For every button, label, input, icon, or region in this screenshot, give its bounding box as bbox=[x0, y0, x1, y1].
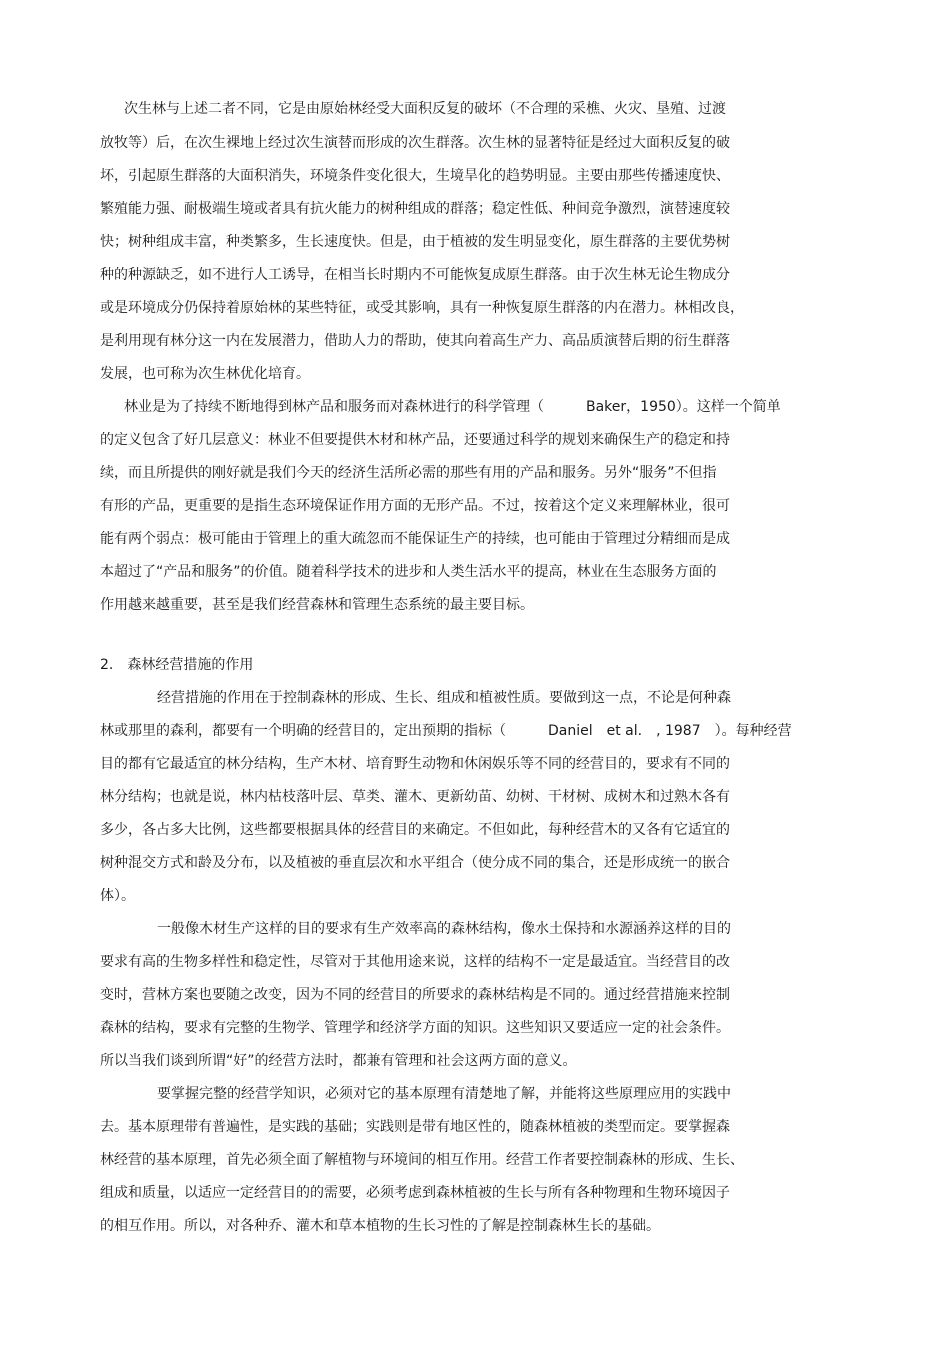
paragraph-1-line-6: 种的种源缺乏，如不进行人工诱导，在相当长时期内不可能恢复成原生群落。由于次生林无论生物成分 bbox=[100, 267, 730, 283]
paragraph-3-line-7: 体）。 bbox=[100, 888, 135, 904]
section-heading: 2. 森林经营措施的作用 bbox=[100, 657, 254, 673]
paragraph-4-line-2: 要求有高的生物多样性和稳定性，尽管对于其他用途来说，这样的结构不一定是最适宜。当经营目的改 bbox=[100, 954, 730, 970]
paragraph-2-line-3: 续，而且所提供的刚好就是我们今天的经济生活所必需的那些有用的产品和服务。另外“服务”不但指 bbox=[100, 465, 717, 481]
paragraph-1-line-5: 快；树种组成丰富，种类繁多，生长速度快。但是，由于植被的发生明显变化，原生群落的主要优势树 bbox=[100, 234, 730, 250]
paragraph-1-line-9: 发展，也可称为次生林优化培育。 bbox=[100, 366, 310, 382]
paragraph-1-line-4: 繁殖能力强、耐极端生境或者具有抗火能力的树种组成的群落；稳定性低、种间竞争激烈，演替速度较 bbox=[100, 201, 730, 217]
paragraph-2-line-7: 作用越来越重要，甚至是我们经营森林和管理生态系统的最主要目标。 bbox=[100, 597, 534, 613]
paragraph-3-line-2: 林或那里的森利，都要有一个明确的经营目的，定出预期的指标（ Daniel et al. , 1987 ）。每种经营 bbox=[100, 723, 792, 739]
paragraph-2-line-6: 本超过了“产品和服务”的价值。随着科学技术的进步和人类生活水平的提高，林业在生态服务方面的 bbox=[100, 564, 717, 580]
paragraph-4-line-1: 一般像木材生产这样的目的要求有生产效率高的森林结构，像水土保持和水源涵养这样的目的 bbox=[157, 921, 731, 937]
paragraph-3-line-5: 多少，各占多大比例，这些都要根据具体的经营目的来确定。不但如此，每种经营木的又各有它适宜的 bbox=[100, 822, 730, 838]
paragraph-2-line-2: 的定义包含了好几层意义：林业不但要提供木材和林产品，还要通过科学的规划来确保生产的稳定和持 bbox=[100, 432, 730, 448]
paragraph-2-line-4: 有形的产品，更重要的是指生态环境保证作用方面的无形产品。不过，按着这个定义来理解林业，很可 bbox=[100, 498, 730, 514]
paragraph-3-line-4: 林分结构；也就是说，林内枯枝落叶层、草类、灌木、更新幼苗、幼树、干材树、成树木和过熟木各有 bbox=[100, 789, 730, 805]
paragraph-3-line-3: 目的都有它最适宜的林分结构，生产木材、培育野生动物和休闲娱乐等不同的经营目的，要求有不同的 bbox=[100, 756, 730, 772]
paragraph-4-line-4: 森林的结构，要求有完整的生物学、管理学和经济学方面的知识。这些知识又要适应一定的社会条件。 bbox=[100, 1020, 730, 1036]
paragraph-5-line-1: 要掌握完整的经营学知识，必须对它的基本原理有清楚地了解，并能将这些原理应用的实践中 bbox=[157, 1086, 731, 1102]
paragraph-1-line-7: 或是环境成分仍保持着原始林的某些特征，或受其影响，具有一种恢复原生群落的内在潜力。林相改良， bbox=[100, 300, 744, 316]
paragraph-4-line-5: 所以当我们谈到所谓“好”的经营方法时，都兼有管理和社会这两方面的意义。 bbox=[100, 1053, 577, 1069]
paragraph-3-line-1: 经营措施的作用在于控制森林的形成、生长、组成和植被性质。要做到这一点，不论是何种森 bbox=[157, 690, 731, 706]
paragraph-1-line-1: 次生林与上述二者不同，它是由原始林经受大面积反复的破坏（不合理的采樵、火灾、垦殖、过渡 bbox=[124, 101, 726, 117]
paragraph-1-line-3: 坏，引起原生群落的大面积消失，环境条件变化很大，生境旱化的趋势明显。主要由那些传播速度快、 bbox=[100, 168, 730, 184]
paragraph-2-line-5: 能有两个弱点：极可能由于管理上的重大疏忽而不能保证生产的持续，也可能由于管理过分精细而是成 bbox=[100, 531, 730, 547]
paragraph-4-line-3: 变时，营林方案也要随之改变，因为不同的经营目的所要求的森林结构是不同的。通过经营措施来控制 bbox=[100, 987, 730, 1003]
paragraph-3-line-6: 树种混交方式和龄及分布，以及植被的垂直层次和水平组合（使分成不同的集合，还是形成统一的嵌合 bbox=[100, 855, 730, 871]
paragraph-5-line-5: 的相互作用。所以，对各种乔、灌木和草本植物的生长习性的了解是控制森林生长的基础。 bbox=[100, 1218, 660, 1234]
paragraph-5-line-3: 林经营的基本原理，首先必须全面了解植物与环境间的相互作用。经营工作者要控制森林的形成、生长、 bbox=[100, 1152, 744, 1168]
paragraph-1-line-8: 是利用现有林分这一内在发展潜力，借助人力的帮助，使其向着高生产力、高品质演替后期的衍生群落 bbox=[100, 333, 730, 349]
paragraph-5-line-2: 去。基本原理带有普遍性，是实践的基础；实践则是带有地区性的，随森林植被的类型而定。要掌握森 bbox=[100, 1119, 730, 1135]
paragraph-2-line-1: 林业是为了持续不断地得到林产品和服务而对森林进行的科学管理（ Baker，1950）。这样一个简单 bbox=[124, 399, 781, 415]
paragraph-5-line-4: 组成和质量，以适应一定经营目的的需要，必须考虑到森林植被的生长与所有各种物理和生物环境因子 bbox=[100, 1185, 730, 1201]
paragraph-1-line-2: 放牧等）后，在次生裸地上经过次生演替而形成的次生群落。次生林的显著特征是经过大面积反复的破 bbox=[100, 135, 730, 151]
